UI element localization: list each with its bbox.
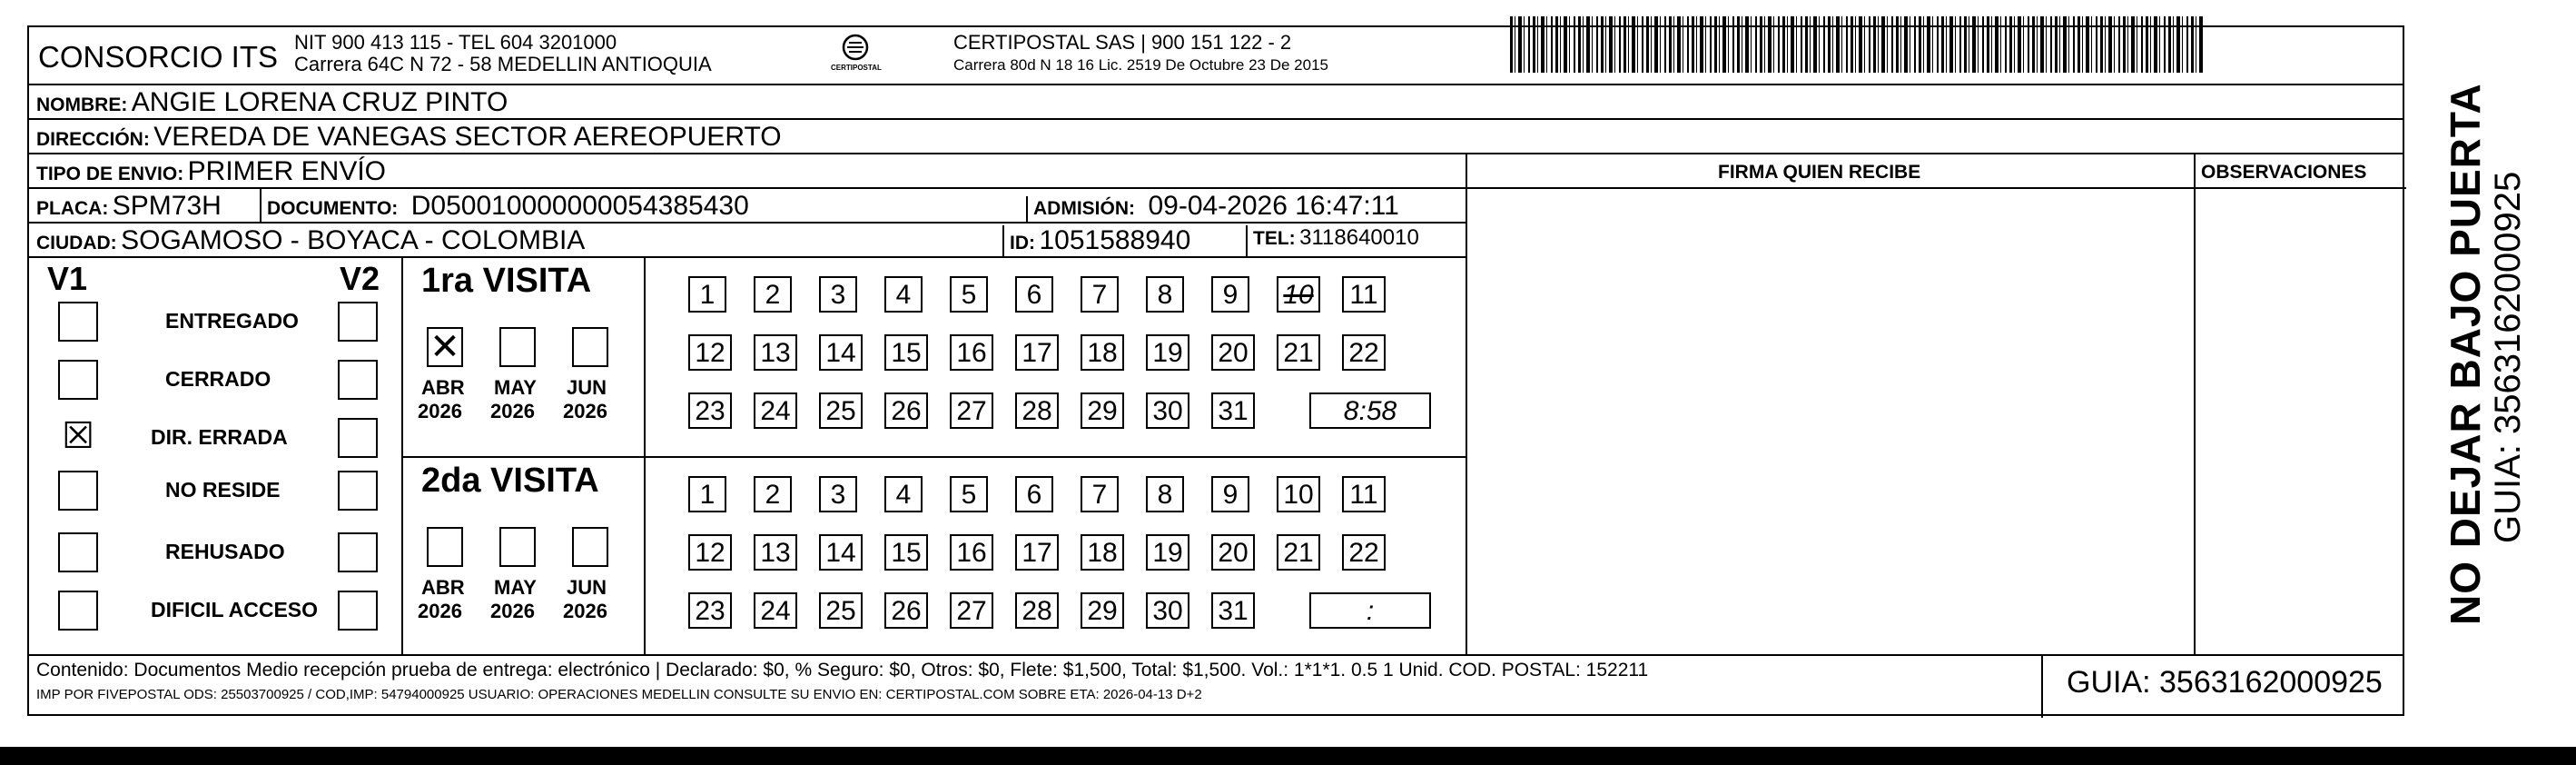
month-label: MAY bbox=[494, 376, 537, 399]
day-number: 16 bbox=[956, 538, 987, 568]
v2-checkbox[interactable] bbox=[338, 360, 378, 400]
delivery-guide-form bbox=[27, 25, 2404, 716]
day-number: 30 bbox=[1152, 396, 1183, 426]
day-box[interactable] bbox=[819, 334, 863, 371]
day-box[interactable] bbox=[819, 276, 857, 313]
day-box[interactable] bbox=[950, 592, 993, 629]
day-box[interactable] bbox=[1342, 276, 1386, 313]
tel-field bbox=[1253, 225, 1419, 251]
day-box[interactable] bbox=[688, 392, 732, 429]
day-number: 29 bbox=[1087, 596, 1118, 626]
day-box[interactable] bbox=[884, 392, 928, 429]
day-box[interactable] bbox=[688, 592, 732, 629]
day-box[interactable] bbox=[1211, 276, 1249, 313]
admision-value: 09-04-2026 16:47:11 bbox=[1148, 191, 1399, 221]
visit-title: 1ra VISITA bbox=[421, 262, 592, 300]
month-checkbox[interactable] bbox=[572, 527, 608, 567]
month-year: 2026 bbox=[418, 600, 462, 622]
v1-checkbox[interactable]: ☒ bbox=[62, 416, 94, 456]
day-box[interactable] bbox=[1211, 476, 1249, 512]
month-year: 2026 bbox=[418, 400, 462, 422]
day-number: 2 bbox=[765, 280, 781, 310]
direccion-row bbox=[36, 122, 782, 153]
v2-checkbox[interactable] bbox=[338, 591, 378, 631]
day-box[interactable] bbox=[1146, 392, 1189, 429]
documento-value: D050010000000054385430 bbox=[410, 191, 749, 221]
day-number: 25 bbox=[825, 396, 856, 426]
day-box[interactable] bbox=[884, 276, 923, 313]
day-box[interactable] bbox=[819, 592, 863, 629]
placa-field bbox=[36, 191, 222, 222]
month-label: ABR bbox=[421, 376, 465, 399]
day-box[interactable] bbox=[819, 534, 863, 571]
month-label: JUN bbox=[567, 576, 607, 599]
day-box[interactable] bbox=[950, 534, 993, 571]
day-number: 18 bbox=[1087, 538, 1118, 568]
day-box[interactable] bbox=[1277, 276, 1320, 313]
month-checkbox[interactable]: ✕ bbox=[427, 327, 463, 367]
v1-checkbox[interactable] bbox=[58, 591, 98, 631]
operator-line: CERTIPOSTAL SAS | 900 151 122 - 2 bbox=[953, 31, 1292, 54]
id-field bbox=[1010, 225, 1190, 256]
day-number: 23 bbox=[695, 596, 725, 626]
v2-label: V2 bbox=[340, 260, 380, 297]
v2-checkbox[interactable] bbox=[338, 532, 378, 572]
status-label: NO RESIDE bbox=[165, 478, 281, 502]
day-number: 13 bbox=[760, 338, 791, 368]
day-number: 13 bbox=[760, 538, 791, 568]
day-number: 20 bbox=[1218, 338, 1249, 368]
tel-value: 3118640010 bbox=[1299, 225, 1419, 250]
day-number: 29 bbox=[1087, 396, 1118, 426]
day-box[interactable] bbox=[1015, 334, 1059, 371]
nombre-label: NOMBRE: bbox=[36, 94, 128, 115]
certipostal-logo-icon bbox=[831, 31, 882, 80]
day-box[interactable] bbox=[1015, 276, 1053, 313]
tel-label: TEL: bbox=[1253, 228, 1296, 249]
contenido-line: Contenido: Documentos Medio recepción prueba de entrega: electrónico | Declarado: $0, % Seguro: $0, Otros: $0, Flete: $1,500, Total: $1,500. Vol.: 1*1*1. 0.5 1 Unid. COD. POSTAL: 152211 bbox=[36, 660, 1649, 681]
day-box[interactable] bbox=[950, 476, 988, 512]
v1-checkbox[interactable] bbox=[58, 532, 98, 572]
time-value: 8:58 bbox=[1343, 396, 1397, 426]
month-checkbox[interactable] bbox=[427, 527, 463, 567]
time-box[interactable] bbox=[1309, 592, 1431, 629]
day-box[interactable] bbox=[1277, 476, 1320, 512]
day-number: 4 bbox=[895, 280, 912, 310]
day-number: 30 bbox=[1152, 596, 1183, 626]
day-number: 25 bbox=[825, 596, 856, 626]
month-year: 2026 bbox=[490, 600, 535, 622]
day-box[interactable] bbox=[688, 334, 732, 371]
day-box[interactable] bbox=[1277, 534, 1320, 571]
day-number: 4 bbox=[895, 480, 912, 510]
ciudad-value: SOGAMOSO - BOYACA - COLOMBIA bbox=[121, 225, 586, 255]
day-box[interactable] bbox=[1015, 534, 1059, 571]
guia-box: GUIA: 3563162000925 bbox=[2067, 665, 2383, 700]
id-value: 1051588940 bbox=[1039, 225, 1191, 255]
status-label: ENTREGADO bbox=[165, 309, 299, 333]
day-box[interactable] bbox=[884, 592, 928, 629]
day-number: 10 bbox=[1283, 480, 1314, 510]
day-number: 6 bbox=[1026, 480, 1042, 510]
observaciones-label: OBSERVACIONES bbox=[2201, 162, 2367, 183]
day-number: 31 bbox=[1218, 396, 1249, 426]
day-number: 3 bbox=[830, 480, 846, 510]
day-number: 3 bbox=[830, 280, 846, 310]
day-box[interactable] bbox=[884, 476, 923, 512]
day-box[interactable] bbox=[688, 534, 732, 571]
day-number: 24 bbox=[760, 596, 791, 626]
day-number: 9 bbox=[1222, 480, 1239, 510]
direccion-label: DIRECCIÓN: bbox=[36, 129, 150, 150]
nit-line: NIT 900 413 115 - TEL 604 3201000 bbox=[294, 31, 617, 54]
day-number: 15 bbox=[891, 338, 922, 368]
day-box[interactable] bbox=[754, 534, 797, 571]
day-box[interactable] bbox=[1081, 334, 1124, 371]
v1-checkbox[interactable] bbox=[58, 302, 98, 342]
day-number: 9 bbox=[1222, 280, 1239, 310]
day-number: 11 bbox=[1349, 280, 1378, 310]
day-number: 16 bbox=[956, 338, 987, 368]
day-number: 17 bbox=[1022, 538, 1052, 568]
day-box[interactable] bbox=[1081, 476, 1119, 512]
day-box[interactable] bbox=[754, 592, 797, 629]
day-number: 10 bbox=[1283, 280, 1314, 310]
side-notice-line2: GUIA: 3563162000925 bbox=[2488, 171, 2528, 543]
day-box[interactable] bbox=[1211, 392, 1255, 429]
v1-checkbox[interactable] bbox=[58, 471, 98, 511]
day-number: 31 bbox=[1218, 596, 1249, 626]
month-year: 2026 bbox=[563, 400, 607, 422]
day-box[interactable] bbox=[754, 334, 797, 371]
day-box[interactable] bbox=[1211, 534, 1255, 571]
day-number: 14 bbox=[825, 538, 856, 568]
day-number: 8 bbox=[1157, 280, 1173, 310]
day-box[interactable] bbox=[1211, 334, 1255, 371]
documento-field bbox=[267, 191, 749, 222]
day-number: 6 bbox=[1026, 280, 1042, 310]
company-name: CONSORCIO ITS bbox=[38, 40, 279, 74]
day-number: 1 bbox=[699, 280, 716, 310]
logo-text: CERTIPOSTAL bbox=[831, 64, 882, 72]
signature-area[interactable] bbox=[1467, 189, 2192, 654]
day-box[interactable] bbox=[1081, 392, 1124, 429]
status-label: DIR. ERRADA bbox=[151, 425, 288, 449]
day-box[interactable] bbox=[1146, 534, 1189, 571]
day-number: 20 bbox=[1218, 538, 1249, 568]
day-number: 11 bbox=[1349, 480, 1378, 510]
bottom-bar bbox=[0, 747, 2576, 765]
day-number: 5 bbox=[961, 280, 977, 310]
day-box[interactable] bbox=[1146, 276, 1184, 313]
day-number: 22 bbox=[1348, 538, 1379, 568]
day-number: 1 bbox=[699, 480, 716, 510]
day-box[interactable] bbox=[1015, 392, 1059, 429]
day-box[interactable] bbox=[1211, 592, 1255, 629]
time-value: : bbox=[1366, 596, 1375, 626]
month-checkbox[interactable] bbox=[572, 327, 608, 367]
v1-label: V1 bbox=[47, 260, 88, 297]
day-number: 12 bbox=[695, 338, 725, 368]
day-number: 21 bbox=[1283, 538, 1314, 568]
month-label: ABR bbox=[421, 576, 465, 599]
day-number: 22 bbox=[1348, 338, 1379, 368]
day-box[interactable] bbox=[754, 276, 792, 313]
license-line: Carrera 80d N 18 16 Lic. 2519 De Octubre 23 De 2015 bbox=[953, 56, 1328, 74]
day-number: 5 bbox=[961, 480, 977, 510]
day-box[interactable] bbox=[950, 392, 993, 429]
day-box[interactable] bbox=[1015, 592, 1059, 629]
day-box[interactable] bbox=[1342, 476, 1386, 512]
day-box[interactable] bbox=[1015, 476, 1053, 512]
nombre-value: ANGIE LORENA CRUZ PINTO bbox=[131, 87, 508, 117]
time-box[interactable] bbox=[1309, 392, 1431, 429]
day-number: 7 bbox=[1091, 280, 1108, 310]
header bbox=[29, 27, 2403, 85]
day-box[interactable] bbox=[1081, 592, 1124, 629]
day-box[interactable] bbox=[950, 334, 993, 371]
admision-field bbox=[1033, 191, 1399, 222]
visit-title: 2da VISITA bbox=[421, 462, 599, 500]
v2-checkbox[interactable] bbox=[338, 418, 378, 458]
status-label: DIFICIL ACCESO bbox=[151, 598, 319, 621]
placa-value: SPM73H bbox=[112, 191, 222, 221]
day-number: 14 bbox=[825, 338, 856, 368]
v2-checkbox[interactable] bbox=[338, 302, 378, 342]
day-box[interactable] bbox=[1146, 592, 1189, 629]
v2-checkbox[interactable] bbox=[338, 471, 378, 511]
day-box[interactable] bbox=[1146, 334, 1189, 371]
day-box[interactable] bbox=[884, 334, 928, 371]
month-year: 2026 bbox=[490, 400, 535, 422]
day-number: 26 bbox=[891, 396, 922, 426]
side-notice-line1: NO DEJAR BAJO PUERTA bbox=[2442, 83, 2489, 625]
day-box[interactable] bbox=[819, 392, 863, 429]
placa-label: PLACA: bbox=[36, 198, 109, 219]
day-box[interactable] bbox=[1081, 276, 1119, 313]
month-checkbox[interactable] bbox=[499, 527, 536, 567]
day-number: 28 bbox=[1022, 396, 1052, 426]
day-number: 17 bbox=[1022, 338, 1052, 368]
day-box[interactable] bbox=[1342, 534, 1386, 571]
month-label: MAY bbox=[494, 576, 537, 599]
day-number: 27 bbox=[956, 396, 987, 426]
tipo-envio-row bbox=[36, 156, 386, 187]
day-box[interactable] bbox=[884, 534, 928, 571]
address-line: Carrera 64C N 72 - 58 MEDELLIN ANTIOQUIA bbox=[294, 53, 712, 75]
day-box[interactable] bbox=[754, 476, 792, 512]
firma-label: FIRMA QUIEN RECIBE bbox=[1718, 162, 1921, 183]
documento-label: DOCUMENTO: bbox=[267, 198, 399, 219]
day-box[interactable] bbox=[1081, 534, 1124, 571]
month-checkbox[interactable] bbox=[499, 327, 536, 367]
day-box[interactable] bbox=[754, 392, 797, 429]
day-number: 8 bbox=[1157, 480, 1173, 510]
imp-line: IMP POR FIVEPOSTAL ODS: 25503700925 / COD,IMP: 54794000925 USUARIO: OPERACIONES MEDELLIN CONSULTE SU ENVIO EN: CERTIPOSTAL.COM SOBRE ETA: 2026-04-13 D+2 bbox=[36, 687, 1202, 702]
day-number: 19 bbox=[1152, 338, 1183, 368]
day-number: 12 bbox=[695, 538, 725, 568]
day-number: 2 bbox=[765, 480, 781, 510]
day-number: 18 bbox=[1087, 338, 1118, 368]
day-number: 26 bbox=[891, 596, 922, 626]
nombre-row bbox=[36, 87, 508, 118]
status-label: REHUSADO bbox=[165, 540, 285, 563]
day-number: 21 bbox=[1283, 338, 1314, 368]
day-number: 28 bbox=[1022, 596, 1052, 626]
day-box[interactable] bbox=[688, 476, 726, 512]
day-number: 15 bbox=[891, 538, 922, 568]
day-box[interactable] bbox=[950, 276, 988, 313]
status-label: CERRADO bbox=[165, 367, 271, 391]
tipo-envio-label: TIPO DE ENVIO: bbox=[36, 164, 184, 184]
observations-area[interactable] bbox=[2196, 189, 2404, 654]
ciudad-label: CIUDAD: bbox=[36, 233, 117, 253]
tipo-envio-value: PRIMER ENVÍO bbox=[187, 156, 387, 186]
ciudad-field bbox=[36, 225, 585, 256]
day-box[interactable] bbox=[1277, 334, 1320, 371]
day-box[interactable] bbox=[1146, 476, 1184, 512]
day-box[interactable] bbox=[819, 476, 857, 512]
day-number: 27 bbox=[956, 596, 987, 626]
day-number: 24 bbox=[760, 396, 791, 426]
v1-checkbox[interactable] bbox=[58, 360, 98, 400]
day-box[interactable] bbox=[1342, 334, 1386, 371]
day-number: 23 bbox=[695, 396, 725, 426]
admision-label: ADMISIÓN: bbox=[1033, 198, 1135, 219]
month-label: JUN bbox=[567, 376, 607, 399]
day-number: 7 bbox=[1091, 480, 1108, 510]
month-year: 2026 bbox=[563, 600, 607, 622]
side-notice bbox=[2413, 25, 2532, 625]
direccion-value: VEREDA DE VANEGAS SECTOR AEREOPUERTO bbox=[153, 122, 782, 152]
day-number: 19 bbox=[1152, 538, 1183, 568]
id-label: ID: bbox=[1010, 233, 1035, 253]
day-box[interactable] bbox=[688, 276, 726, 313]
